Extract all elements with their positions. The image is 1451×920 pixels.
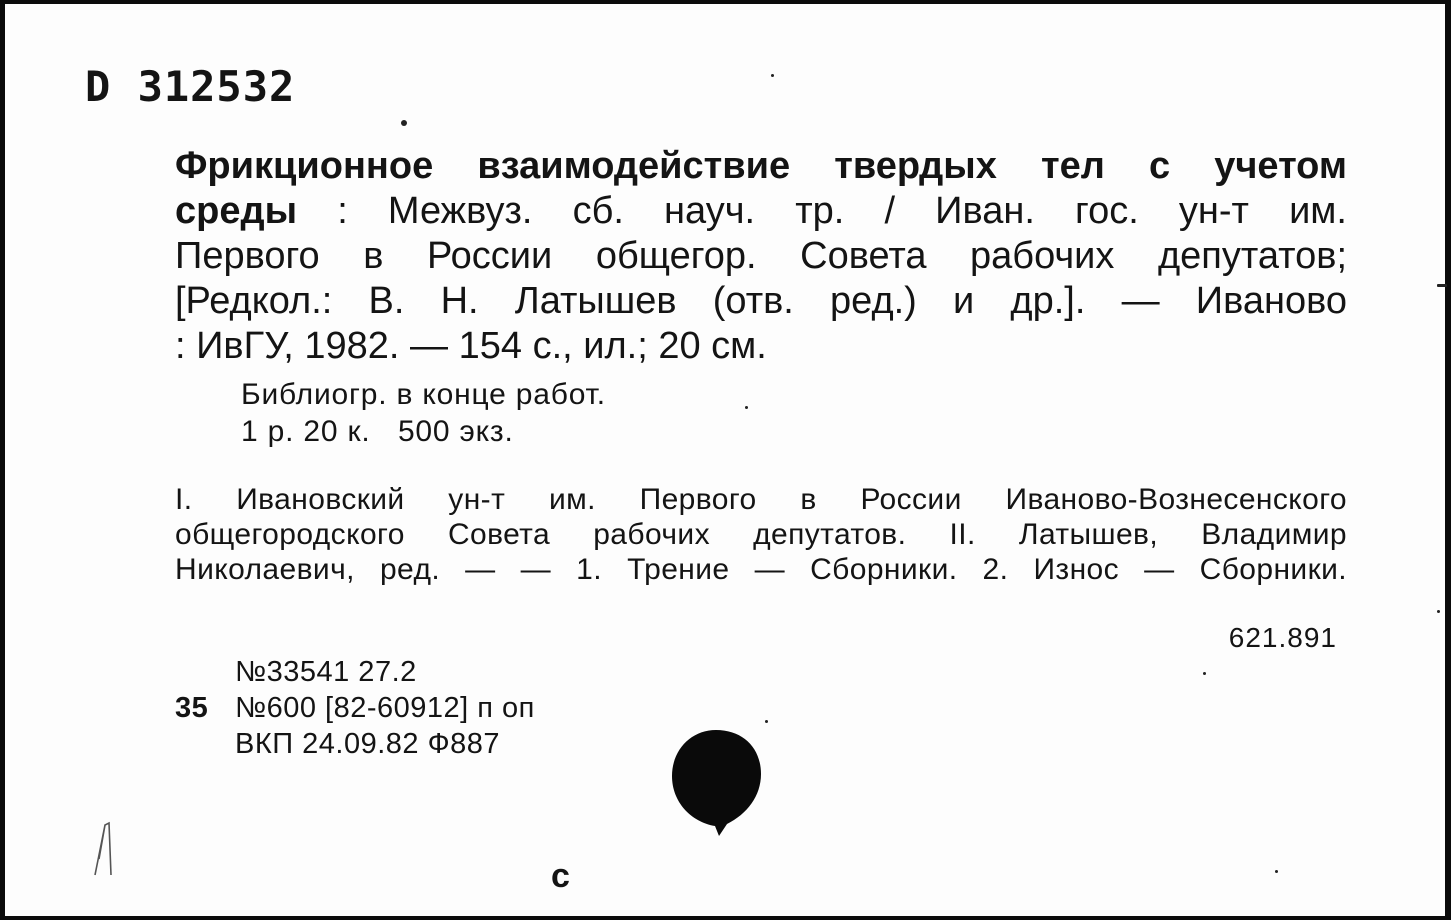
- title-normal-text: Первого в России общегор. Совета рабочих депутатов;: [175, 235, 1347, 277]
- call-number: D 312532: [85, 62, 296, 111]
- title-normal-text: : Межвуз. сб. науч. тр. / Иван. гос. ун-т им.: [297, 190, 1347, 232]
- record-info: [175, 654, 535, 762]
- speck: [771, 74, 774, 77]
- title-normal-text: [Редкол.: В. Н. Латышев (отв. ред.) и др.]. — Иваново: [175, 280, 1347, 322]
- title-line: [175, 144, 1347, 189]
- record-text: №33541 27.2: [235, 656, 417, 688]
- stamp-letter: с: [551, 857, 570, 895]
- title-bold-text: среды: [175, 190, 298, 232]
- title-line: [175, 324, 1347, 369]
- speck: [1275, 870, 1278, 873]
- record-line: [175, 690, 535, 726]
- punched-hole-mark: [669, 726, 763, 838]
- record-prefix: 35: [175, 692, 209, 724]
- speck: [1437, 284, 1447, 287]
- record-text: ВКП 24.09.82 Ф887: [235, 728, 501, 760]
- speck: [1203, 672, 1206, 675]
- subject-headings: [175, 482, 1347, 587]
- notes: [241, 376, 606, 450]
- speck: [401, 120, 407, 126]
- subject-line: общегородского Совета рабочих депутатов. II. Латышев, Владимир: [175, 518, 1347, 551]
- record-line: [175, 654, 535, 690]
- price-print-run: 1 р. 20 к. 500 экз.: [241, 415, 514, 448]
- handwritten-mark: [91, 819, 121, 879]
- udc-code: 621.891: [1228, 622, 1337, 653]
- subject-line: I. Ивановский ун-т им. Первого в России Иваново-Вознесенского: [175, 483, 1347, 516]
- title-normal-text: : ИвГУ, 1982. — 154 с., ил.; 20 см.: [175, 325, 767, 367]
- bibliography-note: Библиогр. в конце работ.: [241, 378, 606, 411]
- speck: [765, 720, 768, 723]
- title-line: [175, 279, 1347, 324]
- speck: [745, 406, 748, 409]
- subject-line: Николаевич, ред. — — 1. Трение — Сборники. 2. Износ — Сборники.: [175, 553, 1347, 586]
- record-line: [175, 726, 535, 762]
- bibliographic-description: [175, 144, 1347, 369]
- record-text: №600 [82-60912] п оп: [235, 692, 535, 724]
- title-bold-text: Фрикционное взаимодействие твердых тел с учетом: [175, 145, 1347, 187]
- title-line: [175, 189, 1347, 234]
- speck: [1437, 610, 1440, 613]
- title-line: [175, 234, 1347, 279]
